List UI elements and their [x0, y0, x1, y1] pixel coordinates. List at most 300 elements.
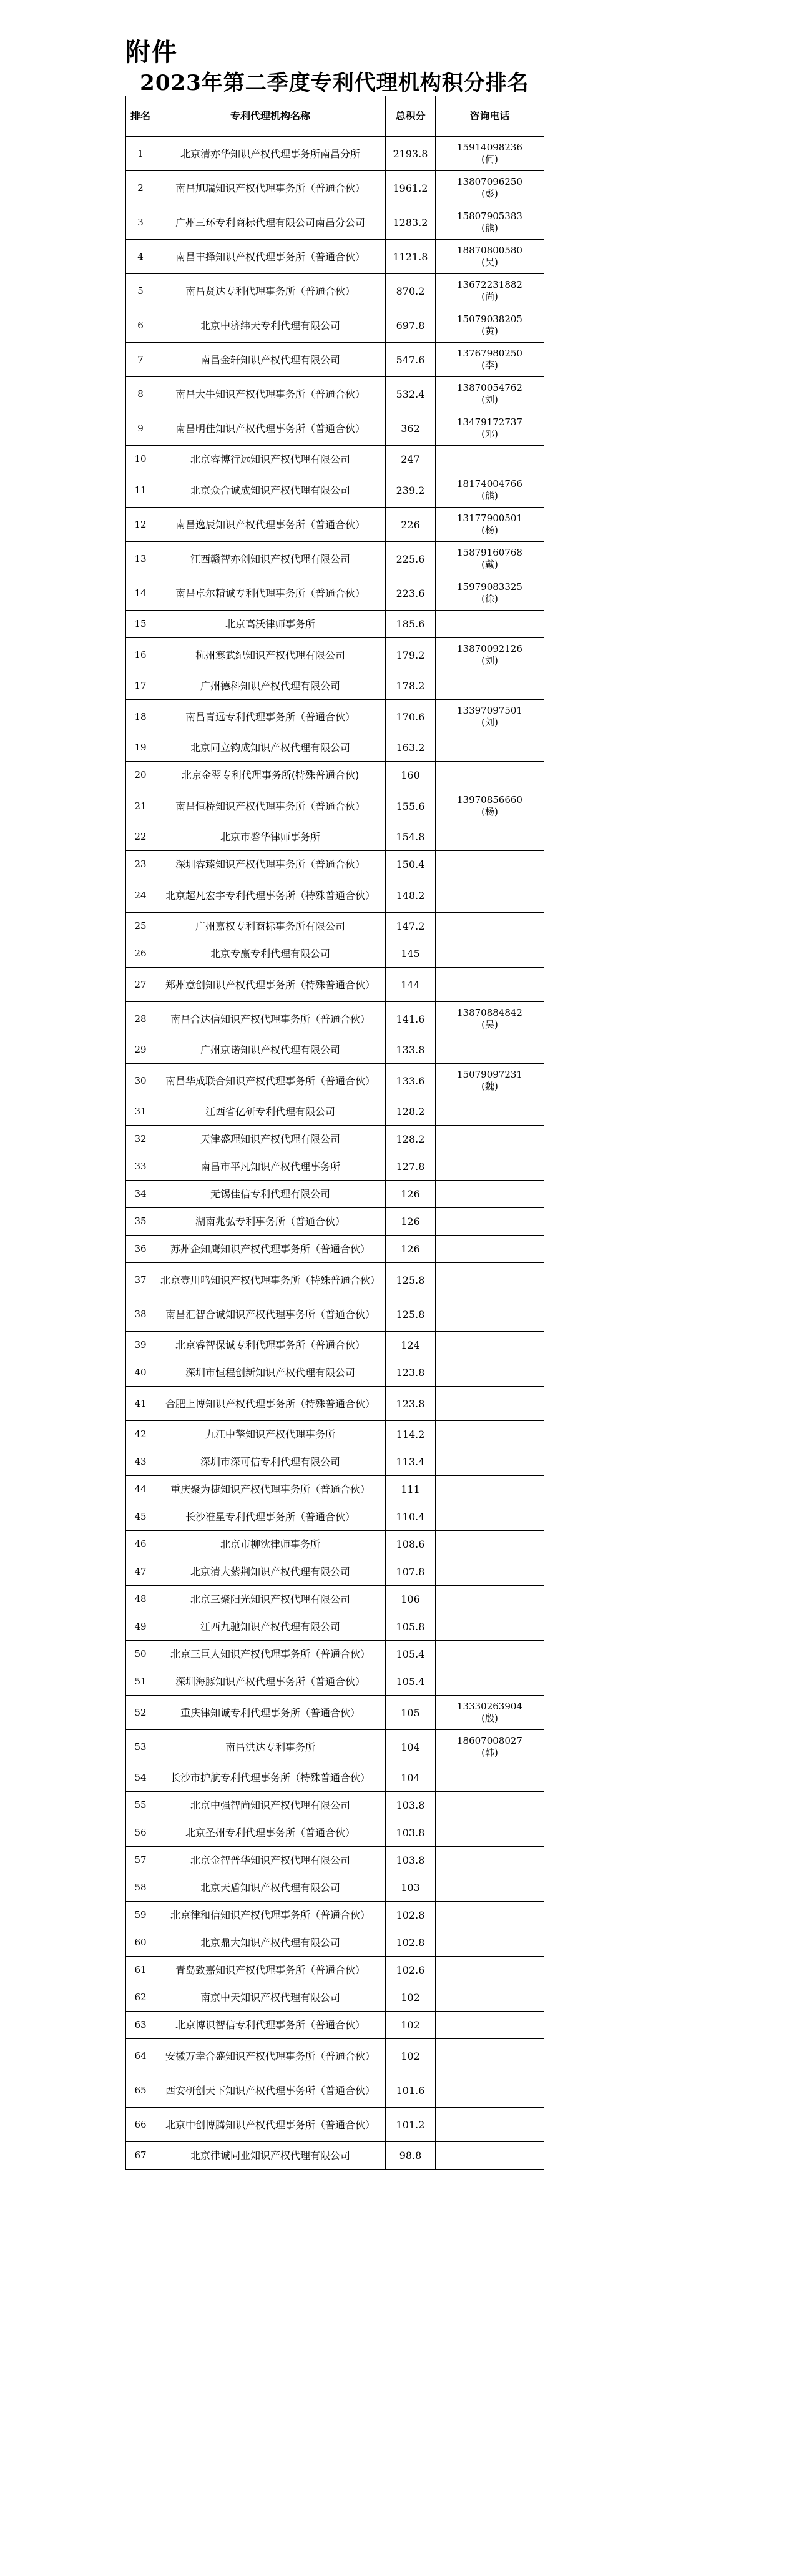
rank-cell: 50 [126, 1641, 155, 1668]
agency-name-cell: 西安研创天下知识产权代理事务所（普通合伙） [155, 2073, 386, 2108]
table-row [126, 308, 544, 343]
rank-cell: 33 [126, 1153, 155, 1181]
score-cell: 113.4 [386, 1448, 436, 1476]
table-row [126, 1847, 544, 1874]
agency-name-cell: 南昌洪达专利事务所 [155, 1730, 386, 1764]
score-cell: 103 [386, 1874, 436, 1902]
rank-cell: 10 [126, 446, 155, 473]
phone-cell [436, 377, 544, 411]
phone-cell [436, 1792, 544, 1819]
phone-cell [436, 308, 544, 343]
table-row [126, 473, 544, 508]
agency-name-cell: 南昌大牛知识产权代理事务所（普通合伙） [155, 377, 386, 411]
rank-cell: 42 [126, 1421, 155, 1448]
rank-cell: 36 [126, 1236, 155, 1263]
table-row [126, 240, 544, 274]
contact-person: (刘) [481, 655, 498, 666]
table-row [126, 411, 544, 446]
agency-name-cell: 长沙市护航专利代理事务所（特殊普通合伙） [155, 1764, 386, 1792]
rank-cell: 47 [126, 1558, 155, 1586]
table-row [126, 576, 544, 611]
table-row [126, 274, 544, 308]
phone-cell [436, 240, 544, 274]
agency-name-cell: 北京专赢专利代理有限公司 [155, 940, 386, 968]
contact-person: (李) [481, 360, 498, 371]
score-cell: 225.6 [386, 542, 436, 576]
table-row [126, 1641, 544, 1668]
agency-name-cell: 南昌明佳知识产权代理事务所（普通合伙） [155, 411, 386, 446]
contact-person: (熊) [481, 222, 498, 234]
table-row [126, 1586, 544, 1613]
phone-cell [436, 1421, 544, 1448]
table-row [126, 377, 544, 411]
table-row [126, 851, 544, 878]
rank-cell: 41 [126, 1387, 155, 1421]
phone-number: 13177900501 [457, 513, 522, 524]
agency-name-cell: 北京壹川鸣知识产权代理事务所（特殊普通合伙） [155, 1263, 386, 1297]
table-row [126, 1819, 544, 1847]
agency-name-cell: 北京众合诚成知识产权代理有限公司 [155, 473, 386, 508]
phone-cell [436, 2012, 544, 2039]
phone-cell [436, 2142, 544, 2170]
phone-cell [436, 205, 544, 240]
agency-name-cell: 广州德科知识产权代理有限公司 [155, 672, 386, 700]
score-cell: 98.8 [386, 2142, 436, 2170]
table-row [126, 542, 544, 576]
rank-cell: 44 [126, 1476, 155, 1503]
agency-name-cell: 广州嘉权专利商标事务所有限公司 [155, 913, 386, 940]
contact-person: (殷) [481, 1713, 498, 1724]
rank-cell: 55 [126, 1792, 155, 1819]
rank-cell: 3 [126, 205, 155, 240]
agency-name-cell: 北京金智普华知识产权代理有限公司 [155, 1847, 386, 1874]
phone-cell [436, 913, 544, 940]
score-cell: 107.8 [386, 1558, 436, 1586]
agency-name-cell: 江西九驰知识产权代理有限公司 [155, 1613, 386, 1641]
phone-number: 15914098236 [457, 142, 522, 153]
rank-cell: 34 [126, 1181, 155, 1208]
agency-name-cell: 北京超凡宏宇专利代理事务所（特殊普通合伙） [155, 878, 386, 913]
score-cell: 185.6 [386, 611, 436, 638]
contact-person: (杨) [481, 524, 498, 536]
phone-number: 15979083325 [457, 581, 522, 592]
table-row [126, 1297, 544, 1332]
agency-name-cell: 深圳市恒程创新知识产权代理有限公司 [155, 1359, 386, 1387]
phone-cell [436, 2073, 544, 2108]
phone-cell [436, 1153, 544, 1181]
rank-cell: 23 [126, 851, 155, 878]
rank-cell: 49 [126, 1613, 155, 1641]
phone-cell [436, 1929, 544, 1957]
rank-cell: 52 [126, 1696, 155, 1730]
score-cell: 110.4 [386, 1503, 436, 1531]
table-row [126, 343, 544, 377]
rank-cell: 60 [126, 1929, 155, 1957]
score-cell: 105.4 [386, 1668, 436, 1696]
agency-name-cell: 北京三巨人知识产权代理事务所（普通合伙） [155, 1641, 386, 1668]
phone-cell [436, 734, 544, 762]
score-cell: 1961.2 [386, 171, 436, 205]
score-cell: 128.2 [386, 1126, 436, 1153]
table-row [126, 1792, 544, 1819]
contact-person: (魏) [481, 1081, 498, 1092]
score-cell: 105.4 [386, 1641, 436, 1668]
phone-cell [436, 1957, 544, 1984]
score-cell: 160 [386, 762, 436, 789]
rank-cell: 17 [126, 672, 155, 700]
contact-person: (尚) [481, 291, 498, 302]
table-row [126, 2142, 544, 2170]
phone-cell [436, 137, 544, 171]
rank-cell: 63 [126, 2012, 155, 2039]
score-cell: 141.6 [386, 1002, 436, 1036]
rank-cell: 21 [126, 789, 155, 823]
agency-name-cell: 南昌逸辰知识产权代理事务所（普通合伙） [155, 508, 386, 542]
phone-cell [436, 1387, 544, 1421]
score-cell: 102 [386, 2012, 436, 2039]
phone-cell [436, 1984, 544, 2012]
table-row [126, 638, 544, 672]
table-row [126, 1064, 544, 1098]
score-cell: 697.8 [386, 308, 436, 343]
agency-name-cell: 北京中强智尚知识产权代理有限公司 [155, 1792, 386, 1819]
score-cell: 102.8 [386, 1929, 436, 1957]
table-row [126, 171, 544, 205]
phone-cell [436, 343, 544, 377]
agency-name-cell: 南昌恒桥知识产权代理事务所（普通合伙） [155, 789, 386, 823]
table-row [126, 1181, 544, 1208]
score-cell: 870.2 [386, 274, 436, 308]
rank-cell: 62 [126, 1984, 155, 2012]
table-row [126, 1984, 544, 2012]
phone-cell [436, 968, 544, 1002]
rank-cell: 37 [126, 1263, 155, 1297]
page-title: 2023年第二季度专利代理机构积分排名 [140, 71, 529, 96]
score-cell: 133.6 [386, 1064, 436, 1098]
table-row [126, 611, 544, 638]
phone-cell [436, 823, 544, 851]
score-cell: 154.8 [386, 823, 436, 851]
rank-cell: 1 [126, 137, 155, 171]
table-row [126, 1764, 544, 1792]
agency-name-cell: 南昌金轩知识产权代理有限公司 [155, 343, 386, 377]
agency-name-cell: 北京天盾知识产权代理有限公司 [155, 1874, 386, 1902]
agency-name-cell: 天津盛理知识产权代理有限公司 [155, 1126, 386, 1153]
agency-name-cell: 北京市磐华律师事务所 [155, 823, 386, 851]
score-cell: 226 [386, 508, 436, 542]
agency-name-cell: 北京高沃律师事务所 [155, 611, 386, 638]
phone-number: 13970856660 [457, 794, 522, 805]
score-cell: 163.2 [386, 734, 436, 762]
rank-cell: 61 [126, 1957, 155, 1984]
phone-cell [436, 274, 544, 308]
phone-number: 13330263904 [457, 1701, 522, 1712]
table-row [126, 1957, 544, 1984]
phone-cell [436, 940, 544, 968]
agency-name-cell: 青岛致嘉知识产权代理事务所（普通合伙） [155, 1957, 386, 1984]
rank-cell: 53 [126, 1730, 155, 1764]
contact-person: (刘) [481, 717, 498, 728]
table-row [126, 1668, 544, 1696]
score-cell: 123.8 [386, 1359, 436, 1387]
score-cell: 128.2 [386, 1098, 436, 1126]
score-cell: 114.2 [386, 1421, 436, 1448]
score-cell: 126 [386, 1208, 436, 1236]
table-row [126, 1332, 544, 1359]
table-row [126, 672, 544, 700]
agency-name-cell: 深圳市深可信专利代理有限公司 [155, 1448, 386, 1476]
phone-number: 13870092126 [457, 643, 522, 654]
phone-number: 13479172737 [457, 416, 522, 428]
agency-name-cell: 南昌卓尔精诚专利代理事务所（普通合伙） [155, 576, 386, 611]
header-phone: 咨询电话 [436, 96, 544, 137]
table-row [126, 1153, 544, 1181]
rank-cell: 7 [126, 343, 155, 377]
phone-number: 15079038205 [457, 313, 522, 325]
score-cell: 103.8 [386, 1792, 436, 1819]
phone-cell [436, 672, 544, 700]
rank-cell: 45 [126, 1503, 155, 1531]
rank-cell: 19 [126, 734, 155, 762]
table-row [126, 913, 544, 940]
rank-cell: 38 [126, 1297, 155, 1332]
contact-person: (彭) [481, 188, 498, 199]
rank-cell: 56 [126, 1819, 155, 1847]
table-row [126, 1098, 544, 1126]
score-cell: 532.4 [386, 377, 436, 411]
rank-cell: 4 [126, 240, 155, 274]
table-row [126, 2039, 544, 2073]
table-row [126, 1036, 544, 1064]
rank-cell: 48 [126, 1586, 155, 1613]
agency-name-cell: 深圳海豚知识产权代理事务所（普通合伙） [155, 1668, 386, 1696]
score-cell: 104 [386, 1730, 436, 1764]
table-row [126, 1902, 544, 1929]
agency-name-cell: 北京睿博行远知识产权代理有限公司 [155, 446, 386, 473]
table-row [126, 1387, 544, 1421]
score-cell: 102 [386, 2039, 436, 2073]
phone-cell [436, 1558, 544, 1586]
table-row [126, 1002, 544, 1036]
agency-name-cell: 南昌合达信知识产权代理事务所（普通合伙） [155, 1002, 386, 1036]
agency-name-cell: 江西赣智亦创知识产权代理有限公司 [155, 542, 386, 576]
score-cell: 111 [386, 1476, 436, 1503]
rank-cell: 40 [126, 1359, 155, 1387]
phone-cell [436, 1503, 544, 1531]
phone-cell [436, 1126, 544, 1153]
agency-name-cell: 北京律和信知识产权代理事务所（普通合伙） [155, 1902, 386, 1929]
table-row [126, 734, 544, 762]
phone-number: 18174004766 [457, 478, 522, 489]
phone-cell [436, 1448, 544, 1476]
score-cell: 178.2 [386, 672, 436, 700]
agency-name-cell: 苏州企知鹰知识产权代理事务所（普通合伙） [155, 1236, 386, 1263]
attachment-label: 附件 [125, 38, 178, 67]
agency-name-cell: 南昌旭瑞知识产权代理事务所（普通合伙） [155, 171, 386, 205]
rank-cell: 18 [126, 700, 155, 734]
score-cell: 101.6 [386, 2073, 436, 2108]
agency-name-cell: 南京中天知识产权代理有限公司 [155, 1984, 386, 2012]
score-cell: 101.2 [386, 2108, 436, 2142]
score-cell: 125.8 [386, 1297, 436, 1332]
table-row [126, 1236, 544, 1263]
rank-cell: 30 [126, 1064, 155, 1098]
rank-cell: 51 [126, 1668, 155, 1696]
table-row [126, 1730, 544, 1764]
table-row [126, 968, 544, 1002]
phone-number: 13807096250 [457, 176, 522, 187]
score-cell: 247 [386, 446, 436, 473]
header-score: 总积分 [386, 96, 436, 137]
table-row [126, 2012, 544, 2039]
rank-cell: 22 [126, 823, 155, 851]
agency-name-cell: 北京律诚同业知识产权代理有限公司 [155, 2142, 386, 2170]
score-cell: 104 [386, 1764, 436, 1792]
phone-cell [436, 1098, 544, 1126]
score-cell: 102.8 [386, 1902, 436, 1929]
phone-cell [436, 1263, 544, 1297]
phone-cell [436, 446, 544, 473]
phone-number: 18607008027 [457, 1735, 522, 1746]
score-cell: 239.2 [386, 473, 436, 508]
table-row [126, 823, 544, 851]
table-row [126, 1531, 544, 1558]
rank-cell: 54 [126, 1764, 155, 1792]
phone-cell [436, 1297, 544, 1332]
agency-name-cell: 杭州寒武纪知识产权代理有限公司 [155, 638, 386, 672]
phone-cell [436, 411, 544, 446]
score-cell: 145 [386, 940, 436, 968]
rank-cell: 28 [126, 1002, 155, 1036]
agency-name-cell: 江西省亿研专利代理有限公司 [155, 1098, 386, 1126]
phone-cell [436, 700, 544, 734]
agency-name-cell: 九江中擎知识产权代理事务所 [155, 1421, 386, 1448]
phone-cell [436, 1359, 544, 1387]
score-cell: 223.6 [386, 576, 436, 611]
rank-cell: 9 [126, 411, 155, 446]
rank-cell: 67 [126, 2142, 155, 2170]
contact-person: (邓) [481, 428, 498, 440]
phone-cell [436, 576, 544, 611]
score-cell: 102.6 [386, 1957, 436, 1984]
table-body [126, 137, 544, 2170]
agency-name-cell: 北京金翌专利代理事务所(特殊普通合伙) [155, 762, 386, 789]
phone-cell [436, 1847, 544, 1874]
score-cell: 108.6 [386, 1531, 436, 1558]
rank-cell: 32 [126, 1126, 155, 1153]
phone-cell [436, 1476, 544, 1503]
table-row [126, 508, 544, 542]
agency-name-cell: 南昌市平凡知识产权代理事务所 [155, 1153, 386, 1181]
contact-person: (韩) [481, 1747, 498, 1758]
phone-number: 15807905383 [457, 210, 522, 222]
contact-person: (熊) [481, 490, 498, 501]
contact-person: (杨) [481, 806, 498, 817]
phone-cell [436, 542, 544, 576]
contact-person: (徐) [481, 593, 498, 604]
score-cell: 123.8 [386, 1387, 436, 1421]
phone-cell [436, 1764, 544, 1792]
score-cell: 105.8 [386, 1613, 436, 1641]
table-row [126, 1476, 544, 1503]
table-row [126, 2108, 544, 2142]
table-row [126, 1208, 544, 1236]
phone-cell [436, 2039, 544, 2073]
rank-cell: 8 [126, 377, 155, 411]
agency-name-cell: 北京睿智保诚专利代理事务所（普通合伙） [155, 1332, 386, 1359]
agency-name-cell: 北京中济纬天专利代理有限公司 [155, 308, 386, 343]
rank-cell: 43 [126, 1448, 155, 1476]
score-cell: 133.8 [386, 1036, 436, 1064]
rank-cell: 59 [126, 1902, 155, 1929]
agency-name-cell: 重庆律知诚专利代理事务所（普通合伙） [155, 1696, 386, 1730]
rank-cell: 29 [126, 1036, 155, 1064]
rank-cell: 57 [126, 1847, 155, 1874]
phone-cell [436, 1641, 544, 1668]
score-cell: 127.8 [386, 1153, 436, 1181]
score-cell: 2193.8 [386, 137, 436, 171]
phone-number: 13870054762 [457, 382, 522, 393]
table-row [126, 762, 544, 789]
phone-cell [436, 878, 544, 913]
phone-cell [436, 611, 544, 638]
table-row [126, 205, 544, 240]
rank-cell: 15 [126, 611, 155, 638]
rank-cell: 27 [126, 968, 155, 1002]
table-row [126, 446, 544, 473]
phone-cell [436, 1586, 544, 1613]
score-cell: 155.6 [386, 789, 436, 823]
table-header-row [126, 96, 544, 137]
phone-number: 13767980250 [457, 348, 522, 359]
table-row [126, 1126, 544, 1153]
table-row [126, 940, 544, 968]
rank-cell: 24 [126, 878, 155, 913]
rank-cell: 11 [126, 473, 155, 508]
score-cell: 547.6 [386, 343, 436, 377]
rank-cell: 14 [126, 576, 155, 611]
phone-cell [436, 1902, 544, 1929]
table-row [126, 878, 544, 913]
rank-cell: 64 [126, 2039, 155, 2073]
rank-cell: 46 [126, 1531, 155, 1558]
phone-cell [436, 762, 544, 789]
score-cell: 102 [386, 1984, 436, 2012]
rank-cell: 65 [126, 2073, 155, 2108]
phone-cell [436, 1730, 544, 1764]
agency-name-cell: 北京鼎大知识产权代理有限公司 [155, 1929, 386, 1957]
rank-cell: 35 [126, 1208, 155, 1236]
rank-cell: 6 [126, 308, 155, 343]
agency-name-cell: 郑州意创知识产权代理事务所（特殊普通合伙） [155, 968, 386, 1002]
table-row [126, 137, 544, 171]
phone-cell [436, 1696, 544, 1730]
agency-name-cell: 北京清亦华知识产权代理事务所南昌分所 [155, 137, 386, 171]
header-name: 专利代理机构名称 [155, 96, 386, 137]
phone-cell [436, 1002, 544, 1036]
phone-cell [436, 1064, 544, 1098]
phone-number: 13870884842 [457, 1007, 522, 1018]
phone-cell [436, 1531, 544, 1558]
ranking-table [125, 96, 544, 2170]
agency-name-cell: 广州三环专利商标代理有限公司南昌分公司 [155, 205, 386, 240]
table-row [126, 1613, 544, 1641]
score-cell: 126 [386, 1181, 436, 1208]
score-cell: 103.8 [386, 1847, 436, 1874]
score-cell: 125.8 [386, 1263, 436, 1297]
phone-cell [436, 789, 544, 823]
phone-cell [436, 473, 544, 508]
